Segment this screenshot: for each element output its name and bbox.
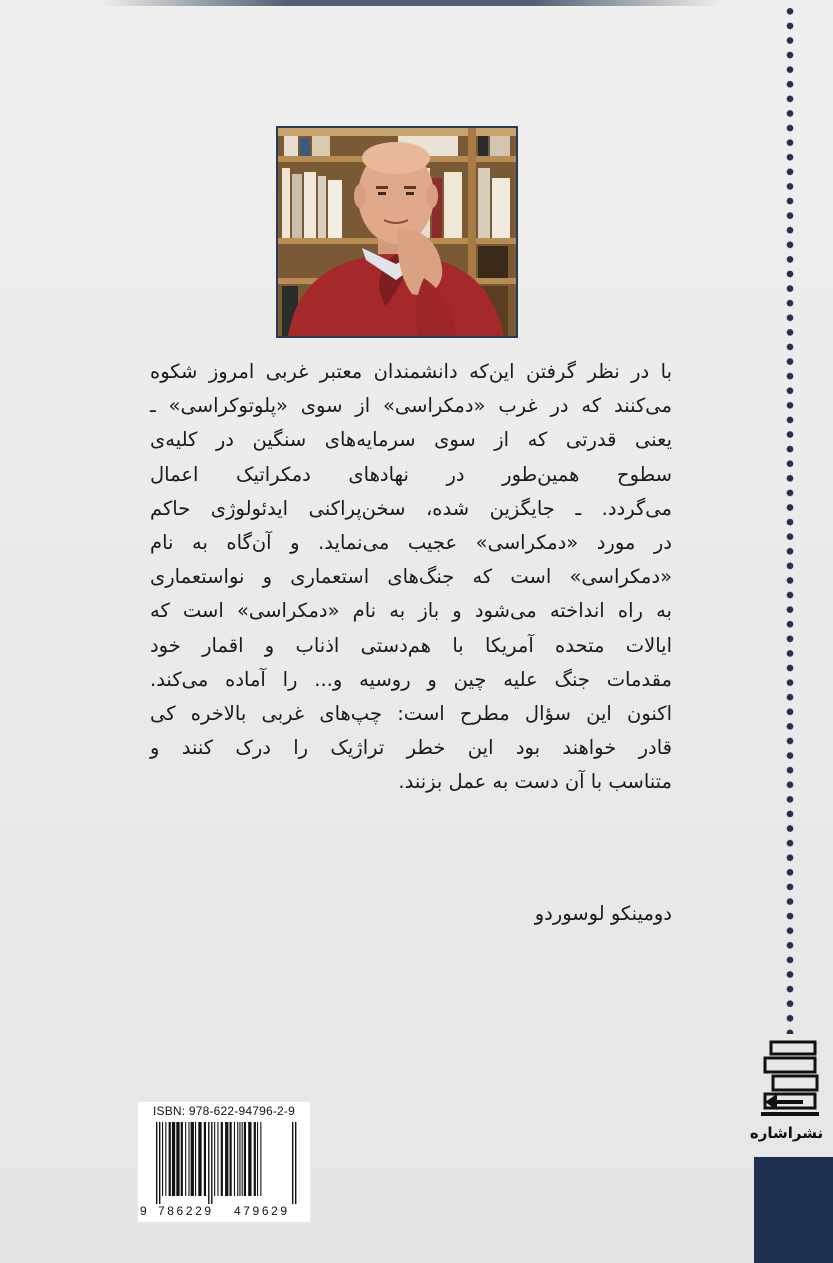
barcode-digit-first: 9 <box>140 1204 147 1218</box>
blurb-line: «دمکراسی» است که جنگ‌های استعماری و نواستعماری <box>150 565 672 589</box>
top-edge-stripe <box>100 0 720 6</box>
author-portrait <box>276 126 518 338</box>
blurb-line: سطوح همین‌طور در نهادهای دمکراتیک اعمال <box>150 462 672 486</box>
blurb-line: اکنون این سؤال مطرح است: چپ‌های غربی بالاخره کی <box>150 702 672 726</box>
isbn-barcode <box>138 1102 310 1222</box>
blurb-line: قادر خواهند بود این خطر تراژیک را درک کنند و <box>150 736 672 760</box>
blurb-line: می‌کنند که در غرب «دمکراسی» از سوی «پلوتوکراسی» ـ <box>150 394 672 418</box>
blurb-line: مقدمات جنگ علیه چین و روسیه و... را آماده می‌کند. <box>150 667 672 691</box>
barcode-digits-right: 479629 <box>234 1204 290 1218</box>
blurb-line: یعنی قدرتی که از سوی سرمایه‌های سنگین در کلیه‌ی <box>150 428 672 452</box>
barcode-digits-left: 786229 <box>158 1204 214 1218</box>
isbn-label: ISBN: 978-622-94796-2-9 <box>152 1104 296 1118</box>
blurb-line: به راه انداخته می‌شود و باز به نام «دمکراسی» است که <box>150 599 672 623</box>
blurb-line: در مورد «دمکراسی» عجیب می‌نماید. و آن‌گاه به نام <box>150 531 672 555</box>
author-name: دومینکو لوسوردو <box>534 902 672 925</box>
blurb-line: ایالات متحده آمریکا با هم‌دستی اذناب و اقمار خود <box>150 633 672 657</box>
barcode-digits <box>138 1204 310 1220</box>
navy-corner-block <box>754 1157 833 1263</box>
stacked-books-arrow-icon <box>757 1040 823 1120</box>
publisher-name: نشراشاره <box>749 1124 824 1142</box>
dotted-spine-border <box>783 4 797 1034</box>
blurb-line: می‌گردد. ـ جایگزین شده، سخن‌پراکنی ایدئولوژی حاکم <box>150 496 672 520</box>
barcode-bars <box>142 1122 306 1204</box>
blurb-line: با در نظر گرفتن این‌که دانشمندان معتبر غربی امروز شکوه <box>150 360 672 383</box>
back-cover-blurb <box>150 355 672 800</box>
blurb-line: متناسب با آن دست به عمل بزنند. <box>398 770 672 794</box>
